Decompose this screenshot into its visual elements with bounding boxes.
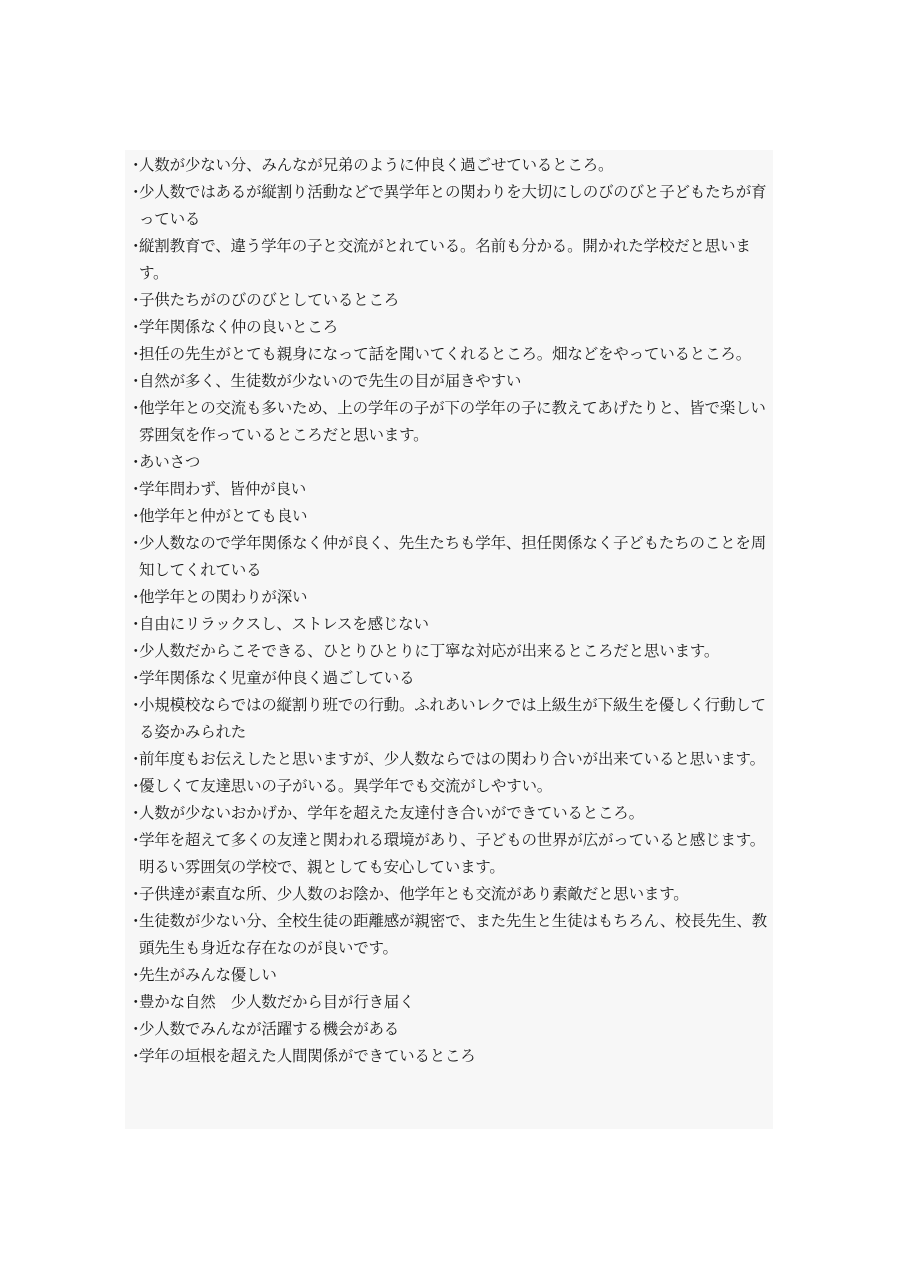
bullet-mark: ・ xyxy=(128,750,144,768)
comment-text: 担任の先生がとても親身になって話を聞いてくれるところ。畑などをやっているところ。 xyxy=(139,345,752,363)
comment-text: 自然が多く、生徒数が少ないので先生の目が届きやすい xyxy=(139,372,522,390)
comment-text: 自由にリラックスし、ストレスを感じない xyxy=(139,615,429,633)
list-item xyxy=(128,962,773,989)
list-item xyxy=(128,476,773,503)
list-item xyxy=(128,287,773,314)
list-item xyxy=(128,773,773,800)
bullet-mark: ・ xyxy=(128,912,144,930)
list-item xyxy=(128,989,773,1016)
list-item xyxy=(128,368,773,395)
comments-panel xyxy=(125,150,773,1129)
comment-text: 学年問わず、皆仲が良い xyxy=(139,480,307,498)
bullet-mark: ・ xyxy=(128,1020,144,1038)
list-item xyxy=(128,584,773,611)
list-item xyxy=(128,665,773,692)
bullet-mark: ・ xyxy=(128,993,144,1011)
bullet-mark: ・ xyxy=(128,534,144,552)
comment-text: 少人数だからこそできる、ひとりひとりに丁寧な対応が出来るところだと思います。 xyxy=(139,642,720,660)
comment-text: あいさつ xyxy=(139,453,201,471)
bullet-mark: ・ xyxy=(128,1047,144,1065)
list-item xyxy=(128,530,773,584)
comment-text: 少人数ではあるが縦割り活動などで異学年との関わりを大切にしのびのびと子どもたちが育っている xyxy=(139,183,767,228)
comment-text: 豊かな自然 少人数だから目が行き届く xyxy=(139,993,415,1011)
comment-text: 学年関係なく仲の良いところ xyxy=(139,318,338,336)
list-item xyxy=(128,800,773,827)
comment-text: 少人数でみんなが活躍する機会がある xyxy=(139,1020,400,1038)
list-item xyxy=(128,1043,773,1070)
bullet-mark: ・ xyxy=(128,615,144,633)
comment-text: 人数が少ない分、みんなが兄弟のように仲良く過ごせているところ。 xyxy=(139,156,614,174)
bullet-mark: ・ xyxy=(128,642,144,660)
bullet-mark: ・ xyxy=(128,453,144,471)
list-item xyxy=(128,1016,773,1043)
bullet-mark: ・ xyxy=(128,804,144,822)
bullet-mark: ・ xyxy=(128,831,144,849)
comment-text: 学年の垣根を超えた人間関係ができているところ xyxy=(139,1047,476,1065)
list-item xyxy=(128,233,773,287)
comment-text: 前年度もお伝えしたと思いますが、少人数ならではの関わり合いが出来ていると思います。 xyxy=(139,750,765,768)
list-item xyxy=(128,638,773,665)
list-item xyxy=(128,746,773,773)
comment-text: 優しくて友達思いの子がいる。異学年でも交流がしやすい。 xyxy=(139,777,553,795)
bullet-mark: ・ xyxy=(128,399,144,417)
comment-text: 小規模校ならではの縦割り班での行動。ふれあいレクでは上級生が下級生を優しく行動してる姿かみられた xyxy=(139,696,766,741)
bullet-mark: ・ xyxy=(128,885,144,903)
bullet-mark: ・ xyxy=(128,318,144,336)
list-item xyxy=(128,827,773,881)
bullet-mark: ・ xyxy=(128,237,144,255)
bullet-mark: ・ xyxy=(128,156,144,174)
comment-list xyxy=(128,152,773,1070)
comment-text: 少人数なので学年関係なく仲が良く、先生たちも学年、担任関係なく子どもたちのことを周知してくれている xyxy=(139,534,766,579)
comment-text: 他学年と仲がとても良い xyxy=(139,507,308,525)
comment-text: 子供達が素直な所、少人数のお陰か、他学年とも交流があり素敵だと思います。 xyxy=(139,885,689,903)
bullet-mark: ・ xyxy=(128,588,144,606)
bullet-mark: ・ xyxy=(128,480,144,498)
comment-text: 学年関係なく児童が仲良く過ごしている xyxy=(139,669,415,687)
bullet-mark: ・ xyxy=(128,183,144,201)
comment-text: 生徒数が少ない分、全校生徒の距離感が親密で、また先生と生徒はもちろん、校長先生、教頭先生も身近な存在なのが良いです。 xyxy=(139,912,767,957)
list-item xyxy=(128,881,773,908)
bullet-mark: ・ xyxy=(128,372,144,390)
list-item xyxy=(128,152,773,179)
comment-text: 他学年との交流も多いため、上の学年の子が下の学年の子に教えてあげたりと、皆で楽しい雰囲気を作っているところだと思います。 xyxy=(139,399,766,444)
bullet-mark: ・ xyxy=(128,777,144,795)
comment-text: 子供たちがのびのびとしているところ xyxy=(139,291,400,309)
list-item xyxy=(128,179,773,233)
list-item xyxy=(128,503,773,530)
comment-text: 先生がみんな優しい xyxy=(139,966,277,984)
list-item xyxy=(128,341,773,368)
bullet-mark: ・ xyxy=(128,696,144,714)
comment-text: 他学年との関わりが深い xyxy=(139,588,308,606)
comment-text: 縦割教育で、違う学年の子と交流がとれている。名前も分かる。開かれた学校だと思います。 xyxy=(139,237,751,282)
comment-text: 学年を超えて多くの友達と関われる環境があり、子どもの世界が広がっていると感じます。明るい雰囲気の学校で、親としても安心しています。 xyxy=(139,831,766,876)
list-item xyxy=(128,692,773,746)
list-item xyxy=(128,449,773,476)
list-item xyxy=(128,908,773,962)
list-item xyxy=(128,395,773,449)
list-item xyxy=(128,314,773,341)
list-item xyxy=(128,611,773,638)
bullet-mark: ・ xyxy=(128,669,144,687)
bullet-mark: ・ xyxy=(128,291,144,309)
bullet-mark: ・ xyxy=(128,966,144,984)
comment-text: 人数が少ないおかげか、学年を超えた友達付き合いができているところ。 xyxy=(139,804,644,822)
bullet-mark: ・ xyxy=(128,507,144,525)
bullet-mark: ・ xyxy=(128,345,144,363)
